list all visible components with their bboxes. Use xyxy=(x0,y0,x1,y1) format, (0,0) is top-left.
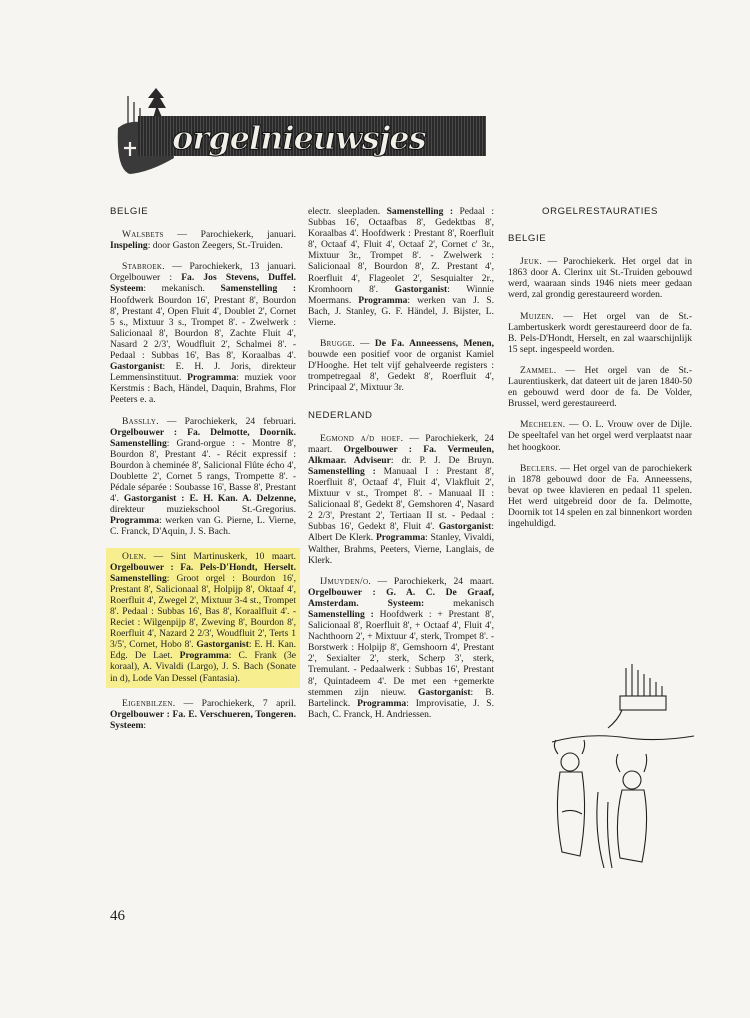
entry-zammel: Zammel. — Het orgel van de St.-Laurentiuskerk, dat dateert uit de jaren 1840-50 en gebouwd werd door de fa. De Volder, Brussel, werd gerestaureerd. xyxy=(508,364,692,410)
column-right xyxy=(508,206,692,539)
entry-eigenbilzen-continued: electr. sleepladen. Samenstelling : Pedaal : Subbas 16', Octaafbas 8', Gedektbas 8', Koraalbas 4'. Hoofdwerk : Prestant 8', Roerfluit 8', Octaaf 4', Fluit 4', Octaaf 2', Cornet c' 3r., Mixtuur 3r., Trompet 8'. - Zwelwerk : Salicionaal 8', Bourdon 8', Z. Prestant 4', Roerfluit 4', Flageolet 2', Sesquialter 2r., Kromhoorn 8'. Gastorganist: Winnie Moermans. Programma: werken van J. S. Bach, J. Stanley, G. F. Händel, J. Bijster, L. Vierne. xyxy=(308,206,495,328)
entry-olen-highlighted: Olen. — Sint Martinuskerk, 10 maart. Orgelbouwer : Fa. Pels-D'Hondt, Herselt. Samenstelling: Groot orgel : Bourdon 16', Prestant 8', Salicionaal 8', Holpijp 8', Oktaaf 4', Roerfluit 4', Zwegel 2', Mixtuur 3-4 st., Trompet 8'. Pedaal : Subbas 16', Bas 8', Koraalfluit 4'. - Reciet : Wilgenpijp 8', Zweving 8', Bourdon 8', Roerfluit 4', Nazard 2 2/3', Woudfluit 2', Terts 1 3/5', Cornet, Hobo 8'. Gastorganist: E. H. Kan. Edg. De Laet. Programma: C. Frank (3e koraal), A. Vivaldi (Largo), J. S. Bach (Sonate in d), Lode Van Dessel (Fantasia). xyxy=(106,548,300,688)
column-left xyxy=(110,206,296,741)
entry-jeuk: Jeuk. — Parochiekerk. Het orgel dat in 1863 door A. Clerinx uit St.-Truiden gebouwd werd, waaraan sinds 1946 niets meer gedaan werd, zal grondig gerestaureerd worden. xyxy=(508,256,692,301)
section-heading-orgelrestauraties: ORGELRESTAURATIES xyxy=(542,206,658,217)
entry-muizen: Muizen. — Het orgel van de St.-Lambertuskerk wordt gerestaureerd door de fa. B. Pels-D'Hondt, Herselt, en zal waarschijnlijk 15 sept. ingespeeld worden. xyxy=(508,310,692,355)
header-banner xyxy=(110,88,488,180)
entry-egmond: Egmond a/d hoef. — Parochiekerk, 24 maart. Orgelbouwer : Fa. Vermeulen, Alkmaar. Adviseur: dr. P. J. De Bruyn. Samenstelling : Manuaal I : Prestant 8', Roerfluit 8', Octaaf 4', Fluit 4', Vlakfluit 2', Mixtuur v st., Trompet 8'. - Manuaal II : Salicionaal 8', Gedekt 8', Gemshoren 4', Nasard 2 2/3', Prestant 2', Tertiaan II st. - Pedaal : Subbas 16', Gedekt 8', Fluit 4'. Gastorganist: Albert De Klerk. Programma: Stanley, Vivaldi, Walther, Brahms, Peeters, Vierne, Langlais, de Klerk. xyxy=(308,432,494,566)
entry-ijmuyden: IJmuyden/o. — Parochiekerk, 24 maart. Orgelbouwer : G. A. C. De Graaf, Amsterdam. Systeem: mekanisch Samenstelling : Hoofdwerk : + Prestant 8', Salicionaal 8', Roerfluit 8', + Octaaf 4', Fluit 4', Nachthoorn 2', + Mixtuur 4', sterk, Trompet 8'. - Borstwerk : Holpijp 8', Gemshoorn 4', Prestant 2', Sexialter 2', sterk, Scherp 3', sterk, Tremulant. - Pedaalwerk : Subbas 16', Prestant 8', Quintadeem 4'. De met een +gemerkte stemmen zijn nieuw. Gastorganist: B. Bartelinck. Programma: Improvisatie, J. S. Bach, C. Franck, H. Andriessen. xyxy=(308,575,495,720)
page-number: 46 xyxy=(110,908,125,924)
entry-beclers: Beclers. — Het orgel van de parochiekerk in 1878 gebouwd door de Fa. Anneessens, bevat op twee klavieren en pedaal 11 spelen. Het werd uitgebreid door de fa. Delmotte, Doornik tot 14 spelen en zal binnenkort worden ingehuldigd. xyxy=(508,462,692,530)
entry-eigenbilzen: Eigenbilzen. — Parochiekerk, 7 april. Orgelbouwer : Fa. E. Verschueren, Tongeren. Systeem: xyxy=(110,697,296,731)
section-heading-nederland: NEDERLAND xyxy=(308,409,373,421)
column-middle xyxy=(308,206,494,730)
medieval-organ-players-illustration-icon xyxy=(548,662,698,872)
entry-walsbets: Walsbets — Parochiekerk, januari. Inspeling: door Gaston Zeegers, St.-Truiden. xyxy=(110,229,296,252)
entry-brugge: Brugge. — De Fa. Anneessens, Menen, bouwde een positief voor de organist Kamiel D'Hooghe. Het telt vijf gehalveerde registers : trompetregaal 8', Gedekt 8', Roerfluit 4', Principaal 2', Mixtuur 3r. xyxy=(308,338,494,394)
section-heading-belgie-restauraties: BELGIE xyxy=(508,233,547,245)
entry-mechelen: Mechelen. — O. L. Vrouw over de Dijle. De speeltafel van het orgel werd verplaatst naar het hoogkoor. xyxy=(508,419,692,453)
section-heading-belgie: BELGIE xyxy=(110,206,149,217)
entry-basslly: Basslly. — Parochiekerk, 24 februari. Orgelbouwer : Fa. Delmotte, Doornik. Samenstelling: Grand-orgue : - Montre 8', Bourdon 8', Prestant 4'. - Récit expressif : Bourdon à cheminée 8', Salicional Flûte écho 4', Doublette 2', Cornet 5 rangs, Trompette 8'. - Pédale séparée : Soubasse 16', Basse 8', Prestant 4'. Gastorganist : E. H. Kan. A. Delzenne, direkteur muziekschool St.-Gregorius. Programma: werken van G. Pierne, L. Vierne, C. Franck, D'Aquin, J. S. Bach. xyxy=(110,415,296,538)
header-title: orgelnieuwsjes xyxy=(172,119,426,157)
entry-stabroek: Stabroek. — Parochiekerk, 13 januari. Orgelbouwer : Fa. Jos Stevens, Duffel. Systeem: mekanisch. Samenstelling : Hoofdwerk Bourdon 16', Prestant 8', Bourdon 8', Prestant 4', Open Fluit 4', Doublet 2', Cornet 5 s., Mixtuur 3 s., Trompet 8'. - Zwelwerk : Salicionaal 8', Bourdon 8', Zachte Fluit 4', Nasard 2 2/3', Woudfluit 2', Schalmei 8'. - Pedaal : Subbas 16', Bas 8', Koraalbas 4'. Gastorganist: E. H. J. Joris, direkteur Lemmensinstituut. Programma: muziek voor Kerstmis : Bach, Händel, Daquin, Brahms, Flor Peeters e. a. xyxy=(110,261,297,406)
